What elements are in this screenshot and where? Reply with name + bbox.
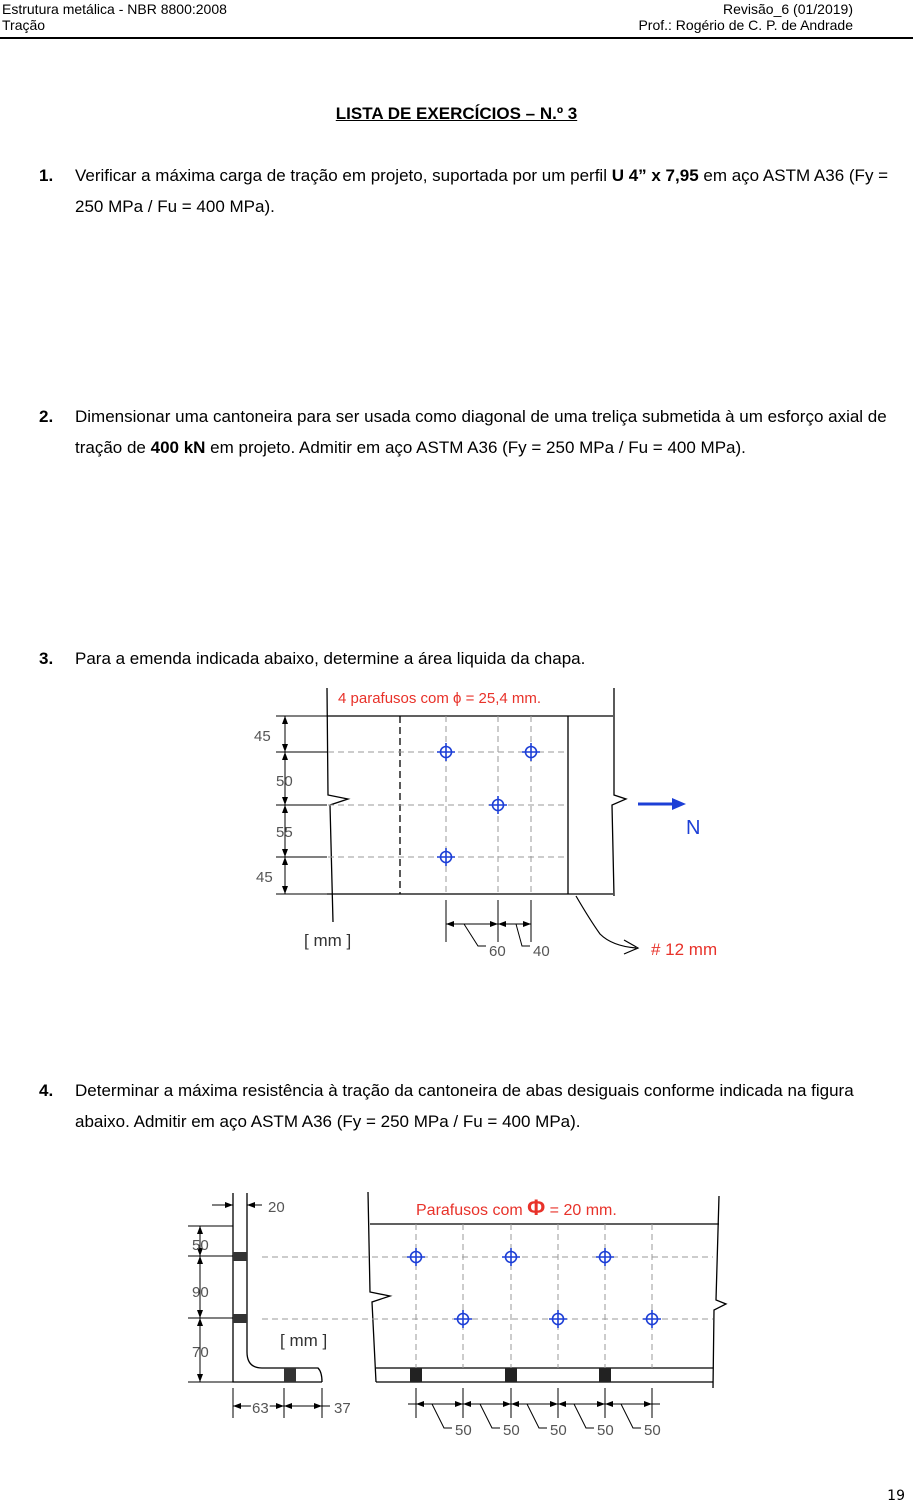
dim-section-37: 37 [334, 1400, 351, 1417]
dim-edge-top: 45 [254, 728, 271, 745]
question-1-text: Verificar a máxima carga de tração em projeto, suportada por um perfil U 4” x 7,95 em aço ASTM A36 (Fy = 250 MPa / Fu = 400 MPa). [75, 166, 889, 216]
bolt-hole [643, 1310, 661, 1328]
header-revision: Revisão_6 (01/2019) [723, 1, 853, 17]
figure-angle-diagram [180, 1185, 740, 1445]
dim-angle-gauge: 90 [192, 1284, 209, 1301]
bolt-hole [522, 743, 540, 761]
dim-angle-lower: 70 [192, 1344, 209, 1361]
dim-pitch-60: 60 [489, 943, 506, 960]
question-1-number: 1. [39, 166, 54, 185]
dim-plan-pitch: 50 [455, 1422, 472, 1439]
figure-splice-diagram [230, 680, 750, 970]
bolt-hole [596, 1248, 614, 1266]
units-label: [ mm ] [304, 931, 352, 950]
page-number: 19 [887, 1488, 905, 1504]
dim-plan-pitch: 50 [503, 1422, 520, 1439]
header-rule [0, 37, 913, 39]
dim-plan-pitch: 50 [550, 1422, 567, 1439]
force-arrow [638, 798, 686, 810]
bolts-label: 4 parafusos com ϕ = 25,4 mm. [338, 690, 542, 707]
question-2-number: 2. [39, 407, 54, 426]
question-2-text: Dimensionar uma cantoneira para ser usada como diagonal de uma treliça submetida à um esforço axial de tração de 400 kN em projeto. Admitir em aço ASTM A36 (Fy = 250 MPa / Fu = 400 MPa). [75, 407, 887, 457]
dim-pitch-40: 40 [533, 943, 550, 960]
bolt-hole [489, 796, 507, 814]
header-professor: Prof.: Rogério de C. P. de Andrade [638, 17, 853, 33]
bolt-hole [454, 1310, 472, 1328]
dim-plan-pitch: 50 [644, 1422, 661, 1439]
dim-plan-pitch: 50 [597, 1422, 614, 1439]
dim-angle-edge: 50 [192, 1237, 209, 1254]
question-3-number: 3. [39, 649, 54, 668]
bolt-hole [549, 1310, 567, 1328]
dim-section-63: 63 [252, 1400, 269, 1417]
header-topic: Tração [2, 17, 46, 33]
page-title: LISTA DE EXERCÍCIOS – N.º 3 [335, 104, 578, 123]
force-label: N [686, 817, 701, 839]
question-4-number: 4. [39, 1081, 54, 1100]
dim-gauge-2: 55 [276, 824, 293, 841]
bolt-hole [437, 848, 455, 866]
dim-thickness: 20 [268, 1199, 285, 1216]
units-label: [ mm ] [280, 1331, 328, 1350]
header-course: Estrutura metálica - NBR 8800:2008 [2, 1, 227, 17]
bolt-hole [407, 1248, 425, 1266]
bolt-hole [502, 1248, 520, 1266]
question-4-text: Determinar a máxima resistência à tração da cantoneira de abas desiguais conforme indicada na figura abaixo. Admitir em aço ASTM A36 (Fy = 250 MPa / Fu = 400 MPa). [75, 1081, 854, 1131]
question-3-text: Para a emenda indicada abaixo, determine a área liquida da chapa. [75, 649, 586, 668]
dim-edge-bottom: 45 [256, 869, 273, 886]
bolts-label: Parafusos com Φ = 20 mm. [416, 1195, 617, 1220]
bolt-hole [437, 743, 455, 761]
dim-gauge-1: 50 [276, 773, 293, 790]
plate-thickness-label: # 12 mm [651, 940, 718, 959]
